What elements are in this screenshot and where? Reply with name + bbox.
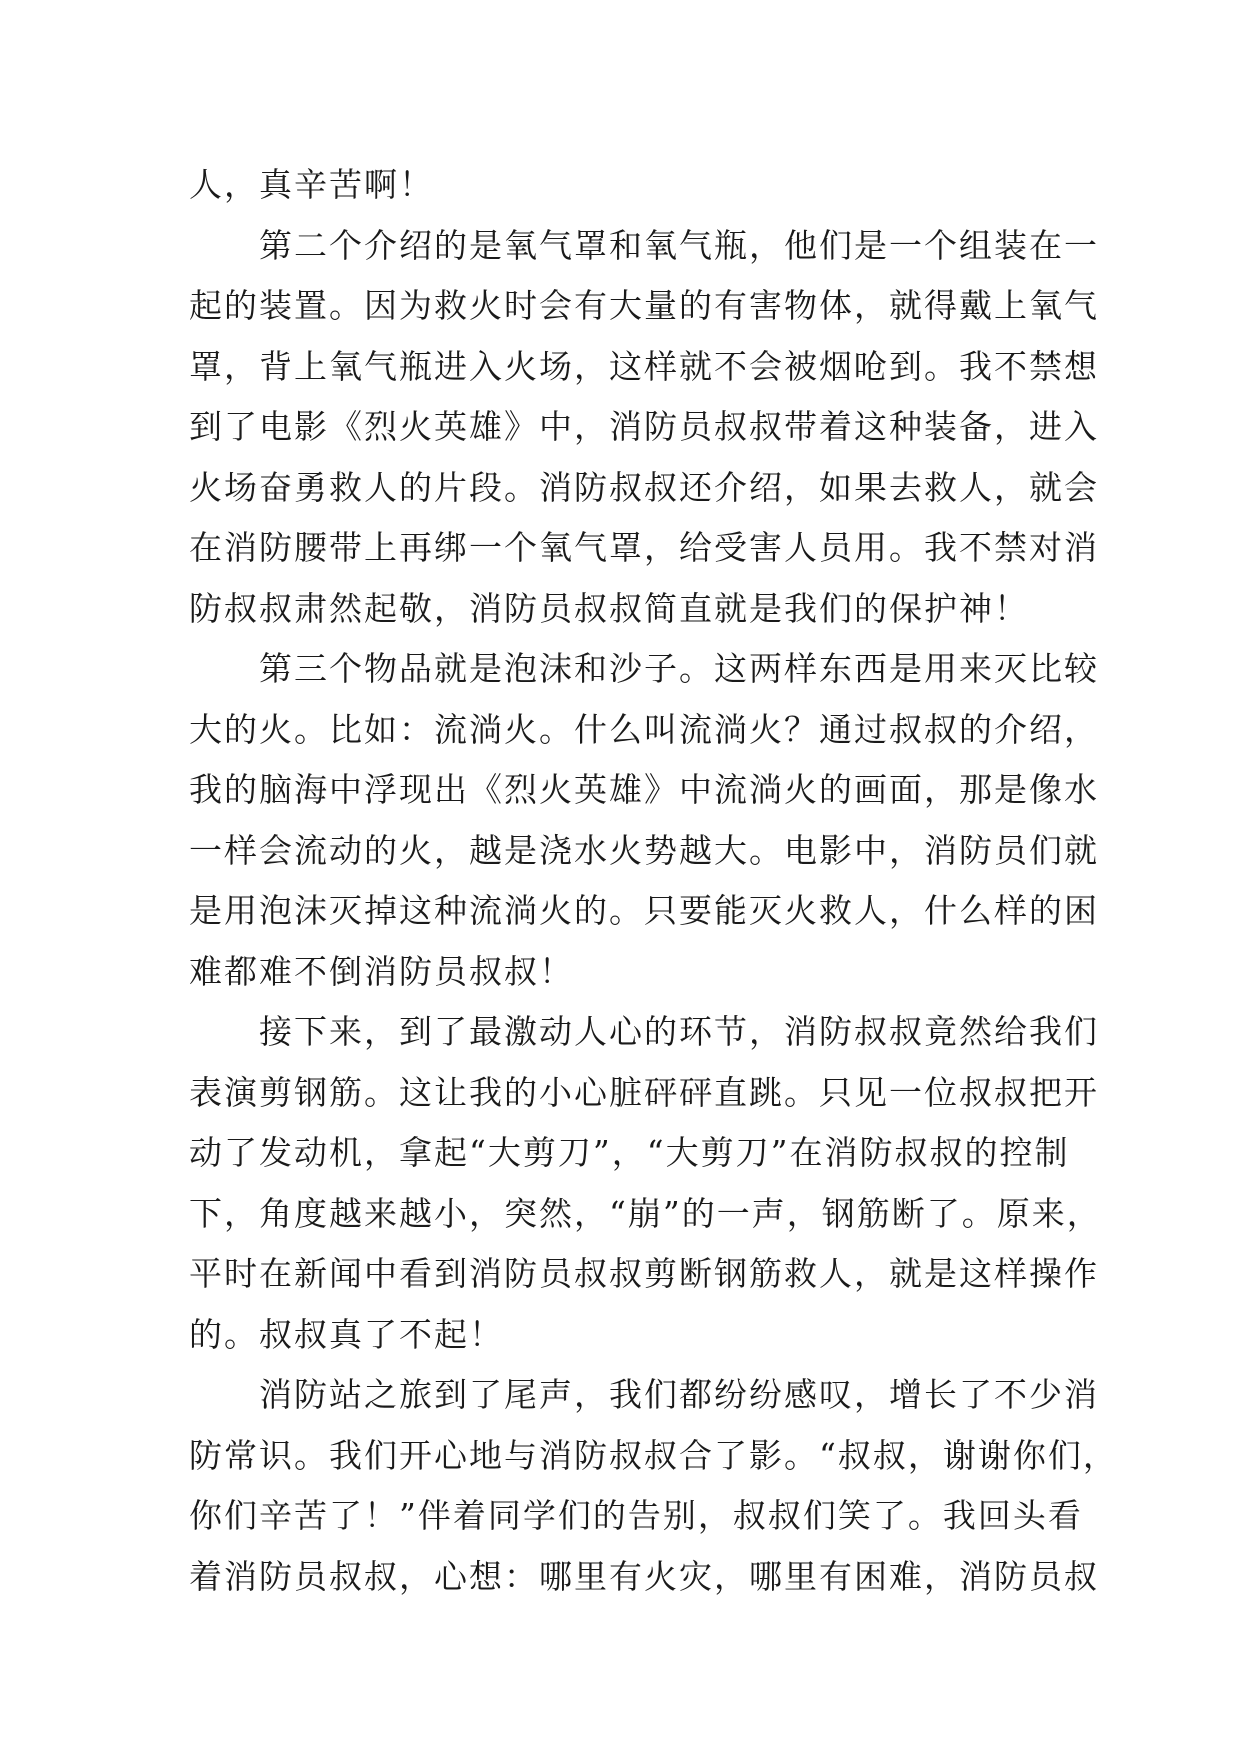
paragraph-first-line: 消防站之旅到了尾声，我们都纷纷感叹，增长了不少消 <box>259 1375 1099 1414</box>
text-line: 你们辛苦了！”伴着同学们的告别，叔叔们笑了。我回头看 <box>189 1496 1083 1535</box>
document-body-text <box>189 155 1118 1607</box>
text-line: 一样会流动的火，越是浇水火势越大。电影中，消防员们就 <box>189 830 1099 870</box>
text-line: 防常识。我们开心地与消防叔叔合了影。“叔叔，谢谢你们， <box>189 1435 1118 1475</box>
paragraph-first-line: 第二个介绍的是氧气罩和氧气瓶，他们是一个组装在一 <box>259 225 1099 265</box>
text-line: 火场奋勇救人的片段。消防叔叔还介绍，如果去救人，就会 <box>189 467 1099 507</box>
text-line: 我的脑海中浮现出《烈火英雄》中流淌火的画面，那是像水 <box>189 770 1099 809</box>
text-line: 罩，背上氧气瓶进入火场，这样就不会被烟呛到。我不禁想 <box>189 346 1099 386</box>
text-line: 在消防腰带上再绑一个氧气罩，给受害人员用。我不禁对消 <box>189 528 1099 567</box>
text-line: 难都难不倒消防员叔叔！ <box>189 951 574 991</box>
text-line: 是用泡沫灭掉这种流淌火的。只要能灭火救人，什么样的困 <box>189 891 1099 930</box>
text-line: 大的火。比如：流淌火。什么叫流淌火？通过叔叔的介绍， <box>189 709 1099 749</box>
text-line: 防叔叔肃然起敬，消防员叔叔简直就是我们的保护神！ <box>189 588 1029 628</box>
text-line: 动了发动机，拿起“大剪刀”，“大剪刀”在消防叔叔的控制 <box>189 1133 1070 1172</box>
text-line: 平时在新闻中看到消防员叔叔剪断钢筋救人，就是这样操作 <box>189 1254 1099 1293</box>
text-line: 起的装置。因为救火时会有大量的有害物体，就得戴上氧气 <box>189 286 1099 325</box>
paragraph-first-line: 第三个物品就是泡沫和沙子。这两样东西是用来灭比较 <box>259 649 1099 688</box>
text-line: 下，角度越来越小，突然，“崩”的一声，钢筋断了。原来， <box>189 1193 1102 1233</box>
text-line: 表演剪钢筋。这让我的小心脏砰砰直跳。只见一位叔叔把开 <box>189 1072 1099 1112</box>
text-line: 的。叔叔真了不起！ <box>189 1314 504 1354</box>
paragraph-first-line: 接下来，到了最激动人心的环节，消防叔叔竟然给我们 <box>259 1012 1099 1051</box>
text-line: 到了电影《烈火英雄》中，消防员叔叔带着这种装备，进入 <box>189 407 1099 446</box>
text-line: 人，真辛苦啊！ <box>189 165 434 204</box>
text-line: 着消防员叔叔，心想：哪里有火灾，哪里有困难，消防员叔 <box>189 1556 1099 1596</box>
